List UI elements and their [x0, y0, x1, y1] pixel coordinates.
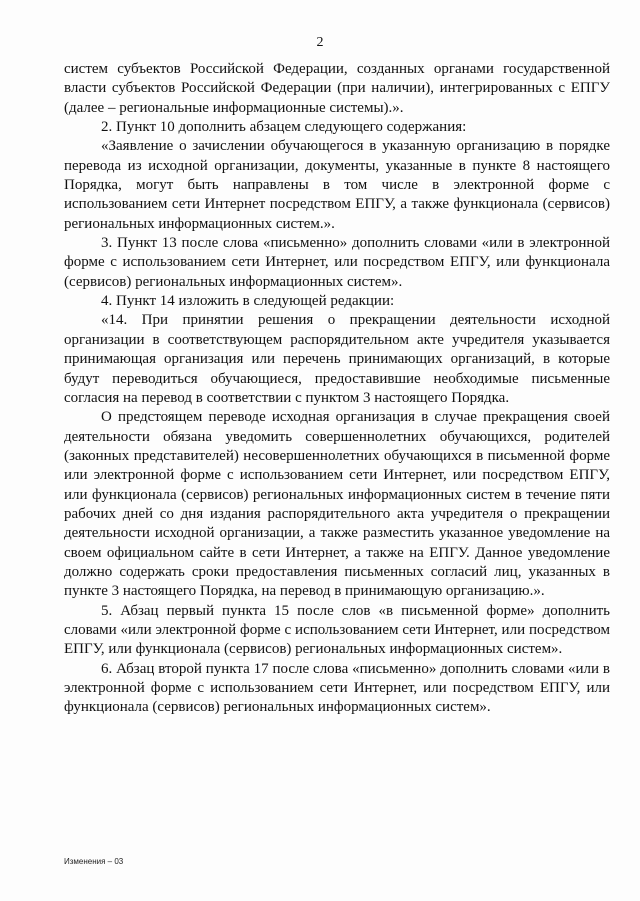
document-body	[64, 60, 610, 718]
footer-revision-label: Изменения – 03	[64, 857, 124, 866]
paragraph-notification: О предстоящем переводе исходная организация в случае прекращения своей деятельности обязана уведомить совершеннолетних обучающихся, родителей (законных представителей) несовершеннолетних обучающихся в письменной форме или электронной форме с использованием сети Интернет, или посредством ЕПГУ, или функционала (сервисов) региональных информационных систем в течение пяти рабочих дней со дня издания распорядительного акта учредителя о прекращении деятельности исходной организации, а также разместить указанное уведомление на своем официальном сайте в сети Интернет, а также на ЕПГУ. Данное уведомление должно содержать сроки предоставления письменных согласий лиц, указанных в пункте 3 настоящего Порядка, на перевод в принимающую организацию.».	[64, 409, 610, 600]
paragraph-item-4-quote: «14. При принятии решения о прекращении деятельности исходной организации в соответствующем распорядительном акте учредителя указывается принимающая организация или перечень принимающих организаций, в которые будут переводиться обучающиеся, предоставившие необходимые письменные согласия на перевод в соответствии с пунктом 3 настоящего Порядка.	[64, 312, 610, 406]
paragraph-item-6: 6. Абзац второй пункта 17 после слова «письменно» дополнить словами «или в электронной форме с использованием сети Интернет, или посредством ЕПГУ, или функционала (сервисов) региональных информационных систем».	[64, 660, 610, 716]
paragraph-item-5: 5. Абзац первый пункта 15 после слов «в письменной форме» дополнить словами «или электронной форме с использованием сети Интернет, или посредством ЕПГУ, или функционала (сервисов) региональных информационных систем».	[64, 602, 610, 658]
paragraph-item-2: 2. Пункт 10 дополнить абзацем следующего содержания:	[101, 119, 467, 136]
page-number: 2	[316, 35, 324, 50]
paragraph-item-2-quote: «Заявление о зачислении обучающегося в указанную организацию в порядке перевода из исходной организации, документы, указанные в пункте 8 настоящего Порядка, могут быть направлены в том числе в электронной форме с использованием сети Интернет посредством ЕПГУ, а также функционала (сервисов) региональных информационных систем.».	[64, 138, 610, 232]
paragraph-item-3: 3. Пункт 13 после слова «письменно» дополнить словами «или в электронной форме с использованием сети Интернет, или посредством ЕПГУ, или функционала (сервисов) региональных информационных систем».	[64, 235, 610, 290]
paragraph-item-4: 4. Пункт 14 изложить в следующей редакции:	[101, 293, 395, 310]
paragraph-continuation: систем субъектов Российской Федерации, созданных органами государственной власти субъектов Российской Федерации (при наличии), интегрированных с ЕПГУ (далее – региональные информационные системы).».	[64, 61, 610, 116]
